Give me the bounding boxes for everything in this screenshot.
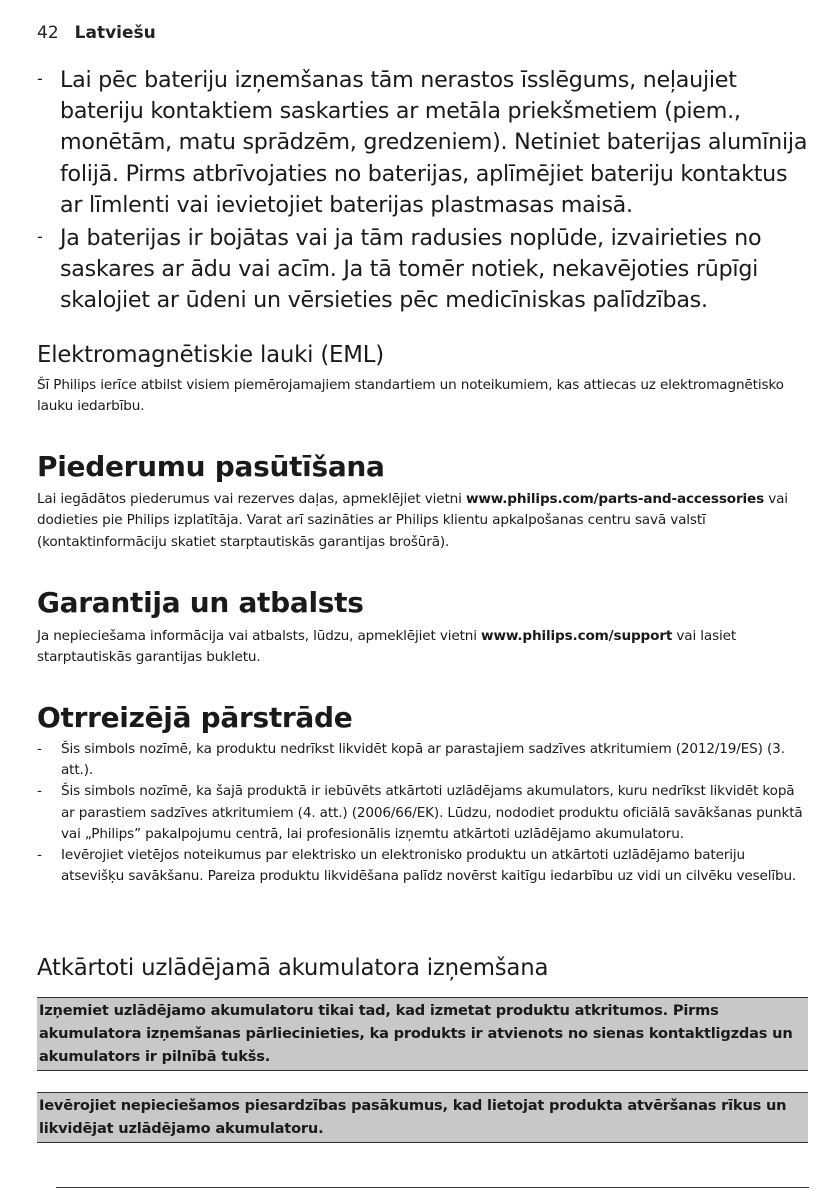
list-dash: - (37, 783, 42, 800)
list-dash: - (37, 741, 42, 757)
recycling-item-text: Ievērojiet vietējos noteikumus par elektrisko un elektronisko produktu un atkārtoti uzlādējamo bateriju atsevišķu savākšanu. Pareiza produktu likvidēšana palīdz novērst kaitīgu iedarbību uz vidi un cilvēku veselību. (61, 847, 797, 885)
emf-text: Šī Philips ierīce atbilst visiem piemērojamajiem standartiem un noteikumiem, kas attiecas uz elektromagnētisko lauku iedarbību. (37, 377, 784, 415)
page-number: 42 (37, 23, 59, 43)
list-item (37, 781, 809, 845)
recycling-item-text: Šis simbols nozīmē, ka produktu nedrīkst likvidēt kopā ar parastajiem sadzīves atkritumiem (2012/19/ES) (3. att.). (61, 741, 785, 779)
recycling-list (37, 739, 809, 887)
footer-divider (56, 1187, 809, 1188)
language-label: Latviešu (74, 23, 156, 43)
support-link[interactable]: www.philips.com/support (481, 628, 673, 644)
warranty-heading: Garantija un atbalsts (37, 586, 364, 619)
list-dash: - (37, 69, 43, 88)
safety-precautions-warning: Ievērojiet nepieciešamos piesardzības pasākumus, kad lietojat produkta atvēršanas rīkus un likvidējat uzlādējamo akumulatoru. (37, 1092, 808, 1143)
battery-warning-list (37, 65, 815, 319)
list-item (37, 223, 815, 317)
warranty-text (37, 626, 809, 669)
list-item (37, 845, 809, 887)
battery-warning-text: Lai pēc bateriju izņemšanas tām nerastos īsslēgums, neļaujiet bateriju kontaktiem saskarties ar metāla priekšmetiem (piem., monētām, matu sprādzēm, gredzeniem). Netiniet baterijas alumīnija folijā. Pirms atbrīvojaties no baterijas, aplīmējiet bateriju kontaktus ar līmlenti vai ievietojiet baterijas plastmasas maisā. (60, 67, 808, 218)
accessories-link[interactable]: www.philips.com/parts-and-accessories (465, 491, 765, 507)
battery-removal-warning: Izņemiet uzlādējamo akumulatoru tikai tad, kad izmetat produktu atkritumos. Pirms akumulatora izņemšanas pārliecinieties, ka produkts ir atvienots no sienas kontaktligzdas un akumulators ir pilnībā tukšs. (37, 997, 808, 1071)
list-dash: - (37, 847, 42, 864)
recycling-item-text: Šis simbols nozīmē, ka šajā produktā ir iebūvēts atkārtoti uzlādējams akumulators, kuru nedrīkst likvidēt kopā ar parastiem sadzīves atkritumiem (4. att.) (2006/66/EK). Lūdzu, nododiet produktu oficiālā savākšanas punktā vai „Philips” pakalpojumu centrā, lai profesionālis izņemtu atkārtoti uzlādējamo akumulatoru. (61, 783, 803, 842)
list-item (37, 739, 809, 781)
list-item (37, 65, 815, 221)
warranty-text-start: Ja nepieciešama informācija vai atbalsts, lūdzu, apmeklējiet vietni (37, 628, 482, 644)
warranty-text-end: vai lasiet starptautiskās garantijas bukletu. (37, 628, 737, 666)
recycling-heading: Otrreizējā pārstrāde (37, 701, 353, 734)
battery-removal-heading: Atkārtoti uzlādējamā akumulatora izņemšana (37, 955, 549, 981)
battery-warning-text: Ja baterijas ir bojātas vai ja tām radusies noplūde, izvairieties no saskares ar ādu vai acīm. Ja tā tomēr notiek, nekavējoties rūpīgi skalojiet ar ūdeni un vērsieties pēc medicīniskas palīdzības. (60, 225, 762, 314)
list-dash: - (37, 227, 43, 247)
emf-heading: Elektromagnētiskie lauki (EML) (37, 342, 384, 368)
page-header (37, 22, 156, 44)
accessories-text-start: Lai iegādātos piederumus vai rezerves daļas, apmeklējiet vietni (37, 491, 466, 507)
accessories-text-end: vai dodieties pie Philips izplatītāja. Varat arī sazināties ar Philips klientu apkalpošanas centru savā valstī (kontaktinformāciju skatiet starptautiskās garantijas brošūrā). (37, 491, 788, 550)
accessories-heading: Piederumu pasūtīšana (37, 450, 385, 483)
accessories-text (37, 489, 809, 553)
